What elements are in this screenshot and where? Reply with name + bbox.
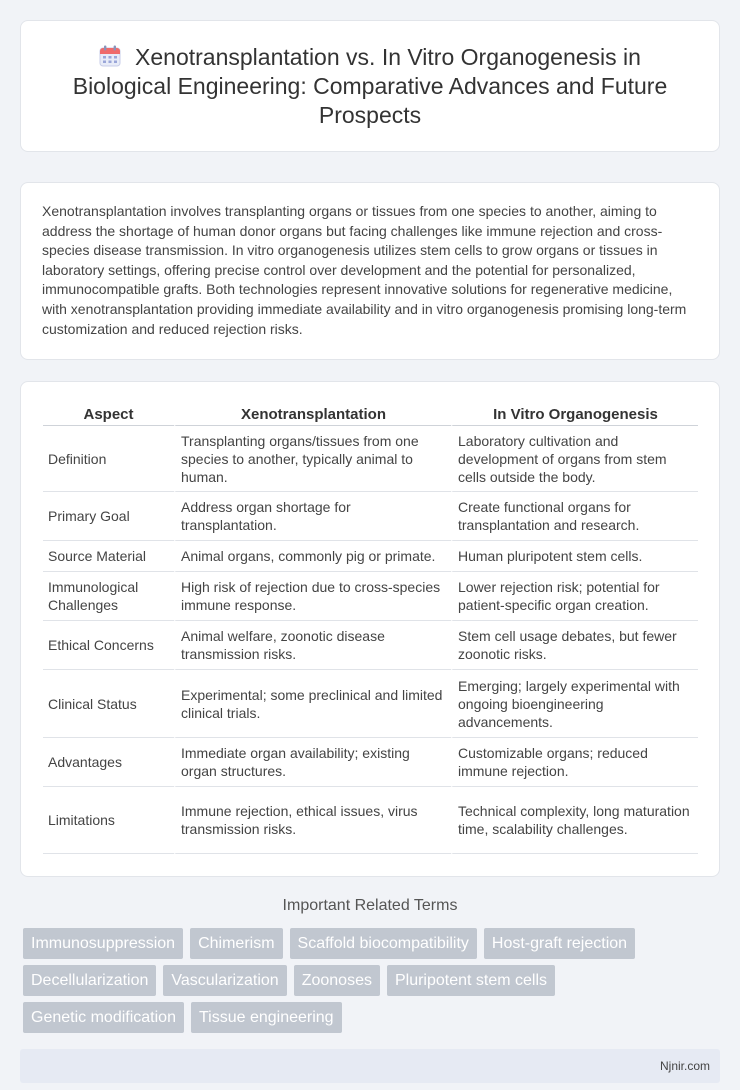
- row-organogenesis-cell: Create functional organs for transplantation and research.: [451, 492, 698, 541]
- row-aspect-cell: Immunological Challenges: [43, 572, 174, 621]
- row-organogenesis-cell: Lower rejection risk; potential for patient-specific organ creation.: [451, 572, 698, 621]
- row-aspect-cell: Source Material: [43, 541, 174, 572]
- row-xeno-cell: Experimental; some preclinical and limited clinical trials.: [174, 670, 451, 738]
- related-term-tag[interactable]: Vascularization: [163, 965, 286, 996]
- row-xeno-cell: Transplanting organs/tissues from one species to another, typically animal to human.: [174, 426, 451, 492]
- table-row: [43, 738, 698, 787]
- related-term-tag[interactable]: Tissue engineering: [191, 1002, 342, 1033]
- related-term-tag[interactable]: Immunosuppression: [23, 928, 183, 959]
- row-organogenesis-cell: Stem cell usage debates, but fewer zoonotic risks.: [451, 621, 698, 670]
- table-row: [43, 492, 698, 541]
- related-terms-heading: Important Related Terms: [282, 897, 458, 914]
- row-xeno-cell: Immediate organ availability; existing organ structures.: [174, 738, 451, 787]
- page-title-text: Xenotransplantation vs. In Vitro Organogenesis in Biological Engineering: Comparative Advances and Future Prospects: [72, 43, 668, 128]
- row-xeno-cell: High risk of rejection due to cross-species immune response.: [174, 572, 451, 621]
- related-terms-list: [23, 928, 663, 1039]
- calendar-icon: [99, 45, 121, 67]
- table-row: [43, 541, 698, 572]
- row-xeno-cell: Animal welfare, zoonotic disease transmission risks.: [174, 621, 451, 670]
- table-row: [43, 426, 698, 492]
- row-aspect-cell: Limitations: [43, 787, 174, 854]
- row-xeno-cell: Immune rejection, ethical issues, virus transmission risks.: [174, 787, 451, 854]
- row-organogenesis-cell: Customizable organs; reduced immune rejection.: [451, 738, 698, 787]
- related-term-tag[interactable]: Genetic modification: [23, 1002, 184, 1033]
- related-term-tag[interactable]: Pluripotent stem cells: [387, 965, 555, 996]
- row-organogenesis-cell: Technical complexity, long maturation time, scalability challenges.: [451, 787, 698, 854]
- header-in-vitro-organogenesis: In Vitro Organogenesis: [451, 404, 698, 426]
- related-term-tag[interactable]: Decellularization: [23, 965, 156, 996]
- related-term-tag[interactable]: Chimerism: [190, 928, 282, 959]
- row-organogenesis-cell: Emerging; largely experimental with ongoing bioengineering advancements.: [451, 670, 698, 738]
- header-aspect: Aspect: [43, 404, 174, 426]
- header-xenotransplantation: Xenotransplantation: [174, 404, 451, 426]
- row-aspect-cell: Ethical Concerns: [43, 621, 174, 670]
- row-aspect-cell: Definition: [43, 426, 174, 492]
- footer: [20, 1049, 720, 1083]
- table-row: [43, 572, 698, 621]
- related-term-tag[interactable]: Host-graft rejection: [484, 928, 635, 959]
- related-term-tag[interactable]: Zoonoses: [294, 965, 380, 996]
- row-xeno-cell: Animal organs, commonly pig or primate.: [174, 541, 451, 572]
- intro-paragraph: Xenotransplantation involves transplanting organs or tissues from one species to another, aiming to address the shortage of human donor organs but facing challenges like immune rejection and cross-species disease transmission. In vitro organogenesis utilizes stem cells to grow organs or tissues in laboratory settings, offering precise control over development and the potential for personalized, immunocompatible grafts. Both technologies represent innovative solutions for regenerative medicine, with xenotransplantation providing immediate availability and in vitro organogenesis promising long-term customization and reduced rejection risks.: [42, 203, 687, 337]
- page-title: [51, 43, 689, 130]
- table-header-row: [43, 404, 698, 426]
- row-aspect-cell: Primary Goal: [43, 492, 174, 541]
- row-aspect-cell: Clinical Status: [43, 670, 174, 738]
- row-xeno-cell: Address organ shortage for transplantation.: [174, 492, 451, 541]
- table-row: [43, 670, 698, 738]
- comparison-card: [20, 381, 720, 877]
- footer-site-name[interactable]: Njnir.com: [659, 1059, 710, 1073]
- row-organogenesis-cell: Human pluripotent stem cells.: [451, 541, 698, 572]
- intro-card: [20, 182, 720, 360]
- comparison-table: [43, 404, 698, 854]
- row-organogenesis-cell: Laboratory cultivation and development of organs from stem cells outside the body.: [451, 426, 698, 492]
- table-row: [43, 787, 698, 854]
- title-card: [20, 20, 720, 152]
- table-row: [43, 621, 698, 670]
- row-aspect-cell: Advantages: [43, 738, 174, 787]
- related-term-tag[interactable]: Scaffold biocompatibility: [290, 928, 477, 959]
